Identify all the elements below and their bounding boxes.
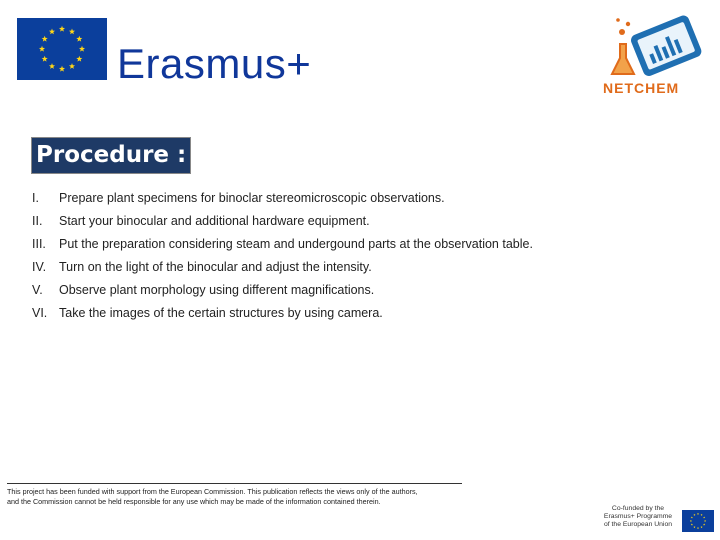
netchem-wordmark: NETCHEM xyxy=(603,80,680,96)
cofunded-line: of the European Union xyxy=(603,521,673,528)
star-icon xyxy=(49,63,55,69)
list-item xyxy=(32,278,712,301)
star-icon xyxy=(76,36,82,42)
step-number: III. xyxy=(32,236,46,251)
star-icon xyxy=(704,520,706,522)
eu-flag-icon xyxy=(17,18,107,80)
step-number: IV. xyxy=(32,259,47,274)
star-icon xyxy=(691,516,693,518)
star-icon xyxy=(76,56,82,62)
step-text: Observe plant morphology using different magnifications. xyxy=(59,282,375,297)
star-icon xyxy=(693,526,695,528)
cofunded-label xyxy=(598,505,678,529)
eu-flag-icon xyxy=(682,510,714,532)
procedure-steps-list xyxy=(32,186,712,324)
list-item xyxy=(32,301,712,324)
star-icon xyxy=(59,66,65,72)
star-icon xyxy=(703,523,705,525)
star-icon xyxy=(42,56,48,62)
star-icon xyxy=(59,26,65,32)
step-number: I. xyxy=(32,190,39,205)
step-text: Prepare plant specimens for binoclar stereomicroscopic observations. xyxy=(59,190,445,205)
star-icon xyxy=(69,28,75,34)
step-text: Turn on the light of the binocular and adjust the intensity. xyxy=(59,259,372,274)
star-icon xyxy=(700,514,702,516)
list-item xyxy=(32,232,712,255)
star-icon xyxy=(49,28,55,34)
star-icon xyxy=(691,523,693,525)
disclaimer-line: This project has been funded with support from the European Commission. This publication reflects the views only of the authors, xyxy=(7,487,418,496)
step-text: Take the images of the certain structures by using camera. xyxy=(59,305,383,320)
list-item xyxy=(32,186,712,209)
star-icon xyxy=(693,514,695,516)
star-icon xyxy=(700,526,702,528)
erasmus-plus-wordmark: Erasmus+ xyxy=(117,40,312,87)
star-icon xyxy=(69,63,75,69)
step-number: V. xyxy=(32,282,43,297)
cofunded-line: Co-funded by the xyxy=(611,505,665,512)
list-item xyxy=(32,209,712,232)
star-icon xyxy=(690,520,692,522)
step-number: II. xyxy=(32,213,43,228)
star-icon xyxy=(42,36,48,42)
star-icon xyxy=(703,516,705,518)
step-text: Put the preparation considering steam and undergound parts at the observation table. xyxy=(59,236,533,251)
star-icon xyxy=(697,527,699,529)
list-item xyxy=(32,255,712,278)
procedure-heading: Procedure : xyxy=(31,137,191,174)
cofunded-line: Erasmus+ Programme xyxy=(603,513,673,520)
step-number: VI. xyxy=(32,305,48,320)
footer-divider xyxy=(7,483,462,484)
star-icon xyxy=(39,46,45,52)
footer-disclaimer xyxy=(7,487,477,506)
disclaimer-line: and the Commission cannot be held responsible for any use which may be made of the information contained therein. xyxy=(7,496,381,506)
star-icon xyxy=(697,513,699,515)
step-text: Start your binocular and additional hardware equipment. xyxy=(59,213,370,228)
star-icon xyxy=(79,46,85,52)
